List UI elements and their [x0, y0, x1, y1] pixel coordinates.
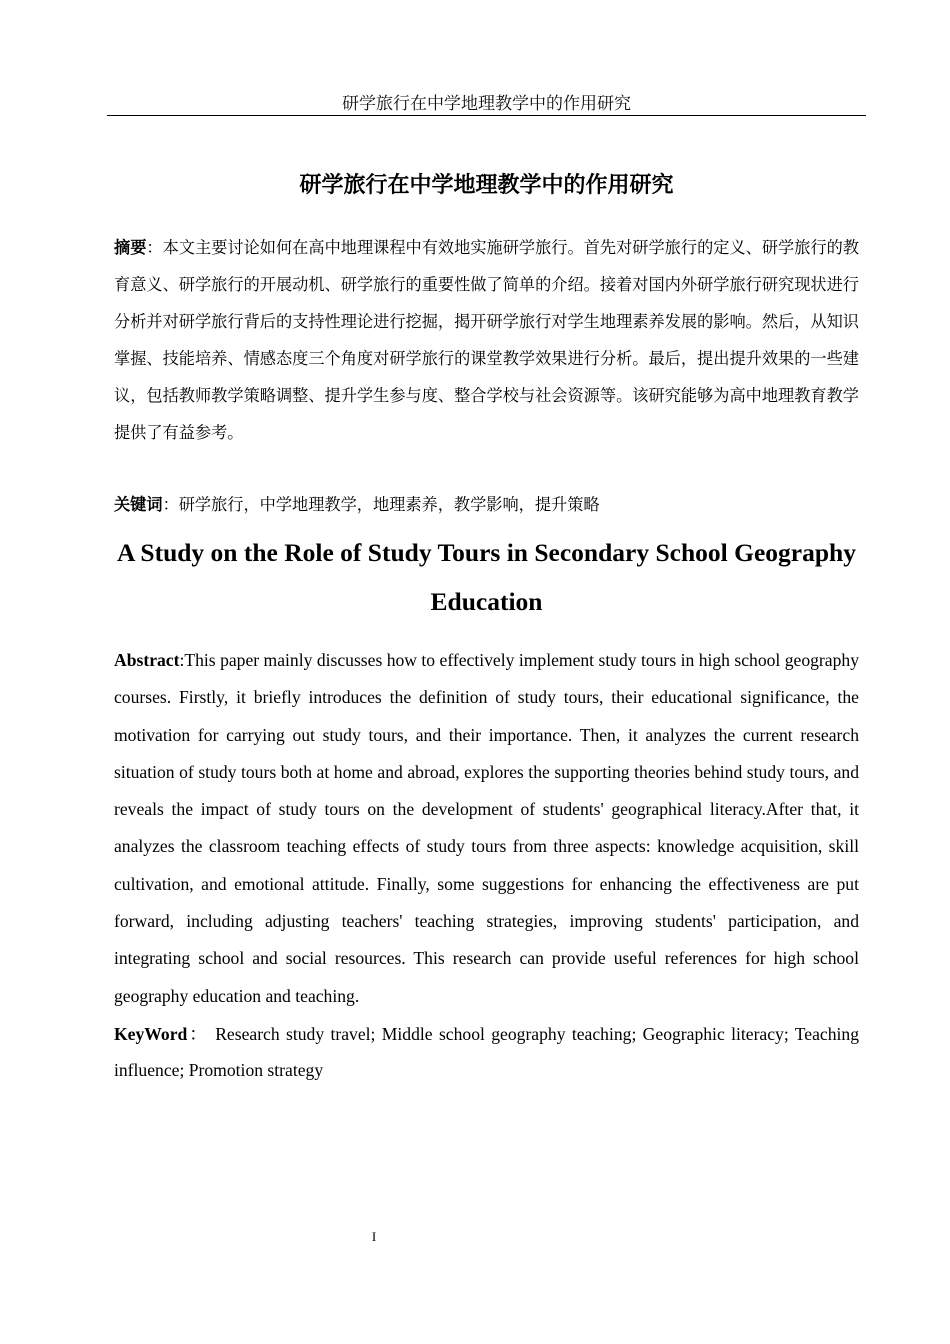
- running-header: 研学旅行在中学地理教学中的作用研究: [342, 94, 631, 114]
- english-abstract-separator: :: [179, 650, 185, 670]
- english-abstract: [114, 642, 859, 1015]
- english-keywords: [114, 1016, 859, 1088]
- english-keywords-separator: ：: [187, 1024, 209, 1044]
- chinese-keywords-label: 关键词: [114, 495, 163, 514]
- chinese-abstract-label: 摘要: [114, 238, 147, 257]
- header-divider: [107, 115, 866, 116]
- english-abstract-text: This paper mainly discusses how to effectively implement study tours in high school geography courses. Firstly, it briefly introduces the definition of study tours, their educational significance, the motivation for carrying out study tours, and their importance. Then, it analyzes the current research situation of study tours both at home and abroad, explores the supporting theories behind study tours, and reveals the impact of study tours on the development of students' geographical literacy.After that, it analyzes the classroom teaching effects of study tours from three aspects: knowledge acquisition, skill cultivation, and emotional attitude. Finally, some suggestions for enhancing the effectiveness are put forward, including adjusting teachers' teaching strategies, improving students' participation, and integrating school and social resources. This research can provide useful references for high school geography education and teaching.: [114, 650, 859, 1006]
- chinese-abstract-text: 本文主要讨论如何在高中地理课程中有效地实施研学旅行。首先对研学旅行的定义、研学旅行的教育意义、研学旅行的开展动机、研学旅行的重要性做了简单的介绍。接着对国内外研学旅行研究现状进行分析并对研学旅行背后的支持性理论进行挖掘，揭开研学旅行对学生地理素养发展的影响。然后，从知识掌握、技能培养、情感态度三个角度对研学旅行的课堂教学效果进行分析。最后，提出提升效果的一些建议，包括教师教学策略调整、提升学生参与度、整合学校与社会资源等。该研究能够为高中地理教育教学提供了有益参考。: [114, 238, 860, 442]
- english-keywords-label: KeyWord: [114, 1024, 188, 1044]
- english-abstract-label: Abstract: [114, 650, 180, 670]
- chinese-keywords-text: 研学旅行，中学地理教学，地理素养，教学影响，提升策略: [178, 495, 600, 514]
- chinese-abstract-separator: ：: [146, 238, 163, 257]
- chinese-keywords-separator: ：: [162, 495, 179, 514]
- chinese-abstract: [114, 229, 859, 451]
- english-keywords-text: Research study travel; Middle school geography teaching; Geographic literacy; Teaching influence; Promotion strategy: [114, 1024, 859, 1080]
- chinese-title: 研学旅行在中学地理教学中的作用研究: [299, 173, 674, 198]
- english-title: A Study on the Role of Study Tours in Secondary School Geography Education: [117, 538, 856, 616]
- page-number: I: [371, 1229, 377, 1244]
- chinese-keywords: [114, 490, 859, 520]
